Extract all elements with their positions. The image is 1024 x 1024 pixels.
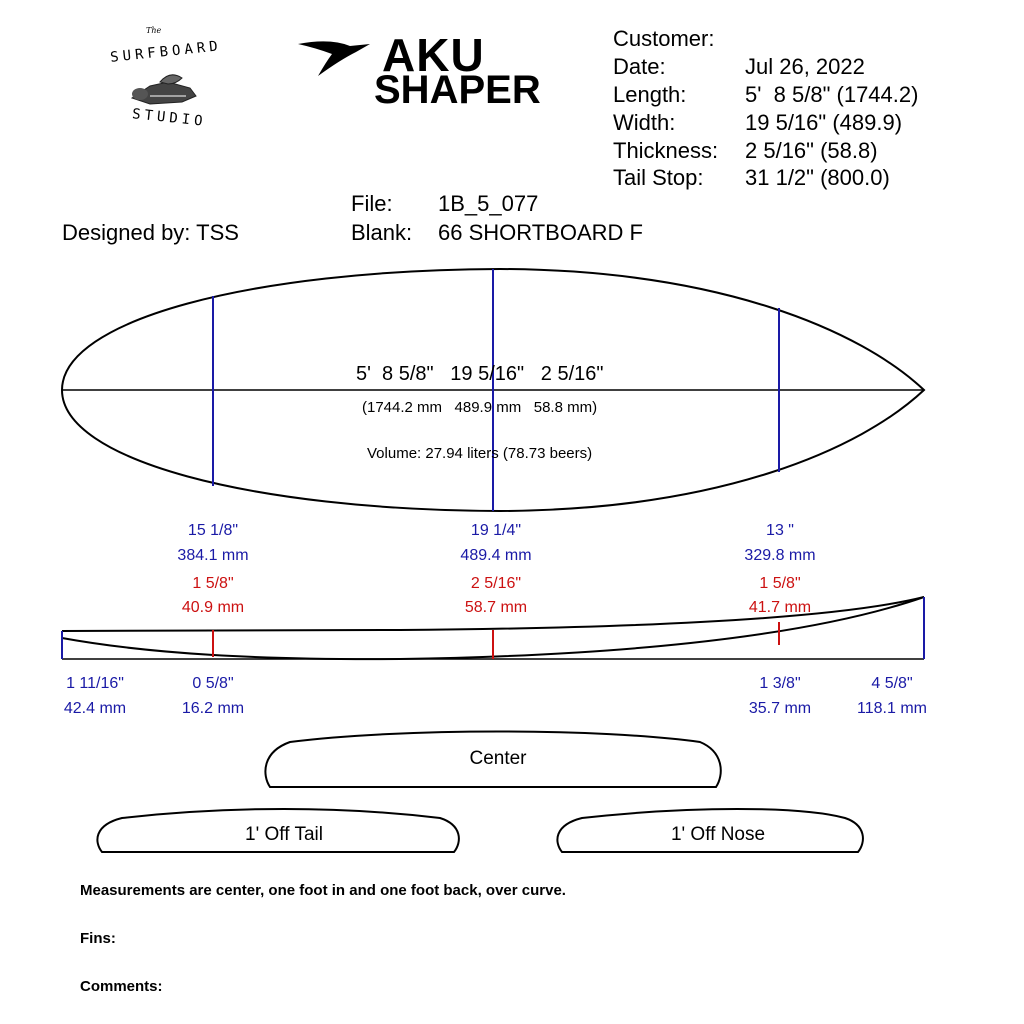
width-tail-mm: 384.1 mm	[177, 547, 249, 564]
customer-label: Customer:	[613, 26, 715, 51]
tailstop-label: Tail Stop:	[613, 165, 704, 190]
file-label: File:	[351, 191, 393, 216]
date-label: Date:	[613, 54, 666, 79]
blank-value: 66 SHORTBOARD F	[438, 220, 643, 245]
designer: Designed by: TSS	[62, 220, 239, 245]
measurements-note: Measurements are center, one foot in and one foot back, over curve.	[80, 882, 566, 899]
rocker-tail-end-in: 1 11/16"	[66, 675, 124, 692]
rocker-tail-mm: 16.2 mm	[181, 700, 245, 717]
file-value: 1B_5_077	[438, 191, 539, 216]
logo-top-small: The	[146, 26, 162, 35]
width-nose-mm: 329.8 mm	[744, 547, 816, 564]
thickness-tail-in: 1 5/8"	[192, 575, 234, 592]
tailstop-value: 31 1/2" (800.0)	[745, 165, 890, 190]
fins-label: Fins:	[80, 930, 116, 947]
length-label: Length:	[613, 82, 687, 107]
thickness-center-in: 2 5/16"	[470, 575, 522, 592]
outline-volume: Volume: 27.94 liters (78.73 beers)	[367, 445, 593, 462]
thickness-nose-mm: 41.7 mm	[748, 599, 812, 616]
comments-label: Comments:	[80, 978, 163, 995]
section-center-label: Center	[469, 748, 527, 769]
date-value: Jul 26, 2022	[745, 54, 865, 79]
logo-top-text: SURFBOARD	[109, 38, 223, 66]
rocker-nose-in: 1 3/8"	[759, 675, 801, 692]
section-off-nose-label: 1' Off Nose	[670, 824, 766, 845]
brand-line1: AKU	[382, 29, 485, 81]
width-tail-in: 15 1/8"	[187, 522, 239, 539]
thickness-center-mm: 58.7 mm	[464, 599, 528, 616]
section-off-tail-label: 1' Off Tail	[245, 824, 323, 845]
rocker-tail-end-mm: 42.4 mm	[63, 700, 127, 717]
rocker-tail-in: 0 5/8"	[192, 675, 234, 692]
rocker-nose-end-mm: 118.1 mm	[857, 700, 927, 717]
width-nose-in: 13 "	[766, 522, 794, 539]
length-value: 5' 8 5/8" (1744.2)	[745, 82, 919, 107]
rocker-nose-end-in: 4 5/8"	[871, 675, 913, 692]
thickness-nose-in: 1 5/8"	[759, 575, 801, 592]
thickness-tail-mm: 40.9 mm	[181, 599, 245, 616]
width-value: 19 5/16" (489.9)	[745, 110, 903, 135]
brand-line2: SHAPER	[374, 68, 541, 112]
thickness-label: Thickness:	[613, 138, 719, 163]
outline-dims-metric: (1744.2 mm 489.9 mm 58.8 mm)	[362, 399, 598, 416]
width-center-in: 19 1/4"	[470, 522, 522, 539]
rocker-nose-mm: 35.7 mm	[748, 700, 812, 717]
width-center-mm: 489.4 mm	[460, 547, 532, 564]
blank-label: Blank:	[351, 220, 413, 245]
width-label: Width:	[613, 110, 676, 135]
logo-bottom-text: STUDIO	[131, 106, 208, 130]
thickness-value: 2 5/16" (58.8)	[745, 138, 878, 163]
outline-dims-imperial: 5' 8 5/8" 19 5/16" 2 5/16"	[356, 363, 604, 385]
